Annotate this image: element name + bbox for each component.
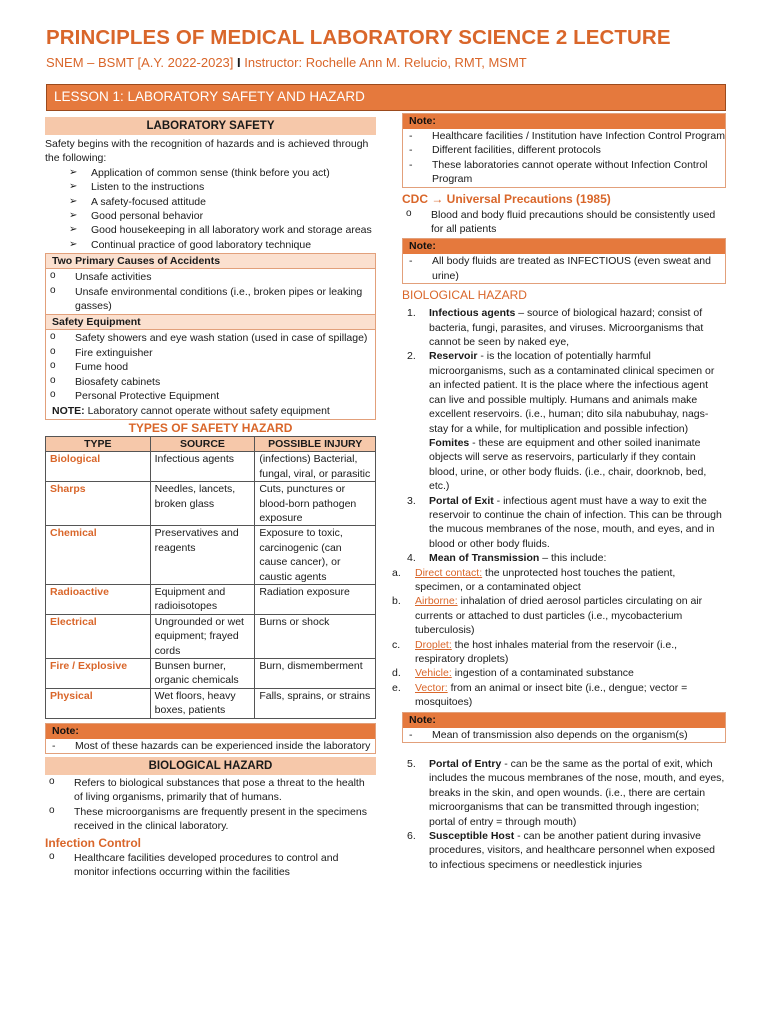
list-item: ➢ Good housekeeping in all laboratory work and storage areas <box>69 223 376 237</box>
transmission-term: Airborne: <box>415 595 458 608</box>
list-item: o Healthcare facilities developed procedures to control and monitor infections occurring within the facilities <box>45 851 376 880</box>
table-row <box>46 526 376 585</box>
hazard-type: Electrical <box>46 614 151 658</box>
hazard-note-list <box>46 739 375 753</box>
table-row <box>46 482 376 526</box>
list-item: ➢ Continual practice of good laboratory technique <box>69 238 376 252</box>
table-row <box>46 452 376 482</box>
list-item: d. Vehicle: ingestion of a contaminated substance <box>392 667 634 680</box>
bio-hazard-heading: BIOLOGICAL HAZARD <box>45 757 376 775</box>
hazard-type: Chemical <box>46 526 151 585</box>
hazard-type: Biological <box>46 452 151 482</box>
hazard-source: Infectious agents <box>150 452 255 482</box>
hazard-injury: Burns or shock <box>255 614 376 658</box>
transmission-term: Vehicle: <box>415 667 452 680</box>
hazard-types-heading: TYPES OF SAFETY HAZARD <box>128 420 293 435</box>
accidents-box <box>45 253 376 420</box>
list-item: 6. Susceptible Host - can be another patient during invasive procedures, visitors, and healthcare personnel when exposed to infectious specimens or needlestick injuries <box>407 830 716 871</box>
hazard-injury: Exposure to toxic, carcinogenic (can cause cancer), or caustic agents <box>255 526 376 585</box>
table-header-row <box>46 436 376 451</box>
hazard-source: Ungrounded or wet equipment; frayed cords <box>150 614 255 658</box>
list-item: - Different facilities, different protocols <box>403 143 725 157</box>
transmission-note-box <box>402 712 726 743</box>
list-item: ➢ Listen to the instructions <box>69 180 376 194</box>
note-heading: Note: <box>403 114 725 129</box>
column-header-type: TYPE <box>46 436 151 451</box>
fluid-note-box <box>402 238 726 284</box>
cdc-heading: CDC → Universal Precautions (1985) <box>402 191 611 206</box>
hazard-source: Equipment and radioisotopes <box>150 584 255 614</box>
list-item: o These microorganisms are frequently present in the specimens received in the clinical laboratory. <box>45 805 376 834</box>
document-title: PRINCIPLES OF MEDICAL LABORATORY SCIENCE 2 LECTURE <box>46 26 671 49</box>
hazard-table <box>45 436 376 719</box>
transmission-term: Droplet: <box>415 638 452 651</box>
list-item: o Fire extinguisher <box>46 346 375 360</box>
lab-safety-heading: LABORATORY SAFETY <box>45 117 376 135</box>
hazard-source: Wet floors, heavy boxes, patients <box>150 688 255 718</box>
note-list <box>403 728 725 742</box>
bio-hazard-right-heading: BIOLOGICAL HAZARD <box>402 288 527 303</box>
list-item: o Unsafe environmental conditions (i.e., broken pipes or leaking gasses) <box>46 285 375 314</box>
list-item: e. Vector: from an animal or insect bite (i.e., dengue; vector = mosquitoes) <box>392 681 688 709</box>
list-item: - Mean of transmission also depends on the organism(s) <box>403 728 725 742</box>
note-heading: Note: <box>403 713 725 728</box>
lesson-bar: LESSON 1: LABORATORY SAFETY AND HAZARD <box>46 84 726 111</box>
list-item: o Personal Protective Equipment <box>46 389 375 403</box>
right-column <box>392 113 726 872</box>
list-item: ➢ A safety-focused attitude <box>69 195 376 209</box>
note-text: Laboratory cannot operate without safety equipment <box>84 404 330 417</box>
table-row <box>46 688 376 718</box>
infection-control-heading: Infection Control <box>45 835 141 850</box>
list-item: o Blood and body fluid precautions should be consistently used for all patients <box>402 208 726 237</box>
table-row <box>46 614 376 658</box>
hazard-type: Physical <box>46 688 151 718</box>
list-item: - Healthcare facilities / Institution have Infection Control Program <box>403 129 725 143</box>
hazard-injury: Falls, sprains, or strains <box>255 688 376 718</box>
chain-of-infection-list <box>402 306 726 565</box>
hazard-injury: (infections) Bacterial, fungal, viral, or parasitic <box>255 452 376 482</box>
column-header-injury: POSSIBLE INJURY <box>255 436 376 451</box>
hazard-type: Radioactive <box>46 584 151 614</box>
list-item: 3. Portal of Exit - infectious agent must have a way to exit the reservoir to continue the chain of infection. This can be through the mucous membranes of the nose, mouth, and eyes, and in blood or other body fluids. <box>407 494 722 550</box>
lab-safety-intro: Safety begins with the recognition of hazards and is achieved through the following: <box>45 138 369 165</box>
course-info: SNEM – BSMT [A.Y. 2022-2023] <box>46 55 234 70</box>
list-item: Fomites - these are equipment and other soiled inanimate objects will serve as reservoirs, particularly if they contain blood, urine, or other body fluids. (i.e., chair, doorknob, bed, etc.) <box>429 436 707 493</box>
transmission-term: Vector: <box>415 681 448 694</box>
hazard-note-box <box>45 723 376 754</box>
infection-control-list <box>45 851 376 880</box>
transmission-term: Direct contact: <box>415 566 483 579</box>
hazard-type: Fire / Explosive <box>46 659 151 689</box>
table-row <box>46 659 376 689</box>
hazard-note-heading: Note: <box>46 724 375 739</box>
hazard-injury: Radiation exposure <box>255 584 376 614</box>
hazard-injury: Burn, dismemberment <box>255 659 376 689</box>
bio-hazard-list <box>45 776 376 834</box>
list-item: - All body fluids are treated as INFECTIOUS (even sweat and urine) <box>403 254 725 283</box>
instructor-info: Instructor: Rochelle Ann M. Relucio, RMT, MSMT <box>244 55 527 70</box>
hazard-source: Needles, lancets, broken glass <box>150 482 255 526</box>
document-subtitle <box>46 55 527 70</box>
subtitle-separator: I <box>237 55 241 70</box>
accidents-heading: Two Primary Causes of Accidents <box>46 254 375 269</box>
list-item: - Most of these hazards can be experienced inside the laboratory <box>46 739 375 753</box>
list-item: - These laboratories cannot operate without Infection Control Program <box>403 158 725 187</box>
note-list <box>403 129 725 187</box>
infection-note-box <box>402 113 726 188</box>
note-list <box>403 254 725 283</box>
list-item: o Unsafe activities <box>46 270 375 284</box>
list-item: o Biosafety cabinets <box>46 375 375 389</box>
note-label: NOTE: <box>52 404 85 417</box>
chain-of-infection-list-continued <box>402 757 726 872</box>
list-item: c. Droplet: the host inhales material from the reservoir (i.e., respiratory droplets) <box>392 638 678 665</box>
note-heading: Note: <box>403 239 725 254</box>
left-column <box>45 117 376 880</box>
transmission-list <box>392 566 726 710</box>
hazard-type: Sharps <box>46 482 151 526</box>
hazard-source: Preservatives and reagents <box>150 526 255 585</box>
list-item: a. Direct contact: the unprotected host touches the patient, specimen, or a contaminated object <box>392 566 676 593</box>
list-item: 1. Infectious agents – source of biological hazard; consist of bacteria, fungi, parasites, and viruses. Microorganisms that cannot be seen by naked eye, <box>407 307 704 349</box>
list-item: o Refers to biological substances that pose a threat to the health of living organisms, primarily that of humans. <box>45 776 376 805</box>
list-item: ➢ Good personal behavior <box>69 209 376 223</box>
equipment-heading: Safety Equipment <box>46 315 375 330</box>
list-item: 5. Portal of Entry - can be the same as the portal of exit, which includes the mucous membranes of the nose, mouth, and eyes, breaks in the skin, and open wounds. (i.e., there are certain microorganisms that can be transmitted through ingestion; portal of entry = through mouth) <box>407 758 725 828</box>
accidents-list <box>46 270 375 313</box>
list-item: o Fume hood <box>46 360 375 374</box>
cdc-list <box>402 208 726 237</box>
list-item: o Safety showers and eye wash station (used in case of spillage) <box>46 331 375 345</box>
list-item: 4. Mean of Transmission – this include: <box>407 552 607 565</box>
equipment-note <box>46 404 375 418</box>
equipment-list <box>46 331 375 403</box>
list-item: b. Airborne: inhalation of dried aerosol particles circulating on air currents or attached to dust particles (i.e., mycobacterium tuberculosis) <box>392 595 703 637</box>
table-row <box>46 584 376 614</box>
list-item: 2. Reservoir - is the location of potentially harmful microorganisms, such as a contaminated clinical specimen or an infected patient. It is the place where the infectious agent can live and possible multiply. Humans and animals make excellent reservoirs. (i.e., human; dito sila nabubuhay, nags-stay for a while, for multiplication and possible infection) <box>407 350 715 435</box>
hazard-source: Bunsen burner, organic chemicals <box>150 659 255 689</box>
list-item: ➢ Application of common sense (think before you act) <box>69 166 376 180</box>
hazard-injury: Cuts, punctures or blood-born pathogen exposure <box>255 482 376 526</box>
lab-safety-list <box>69 166 376 252</box>
column-header-source: SOURCE <box>150 436 255 451</box>
